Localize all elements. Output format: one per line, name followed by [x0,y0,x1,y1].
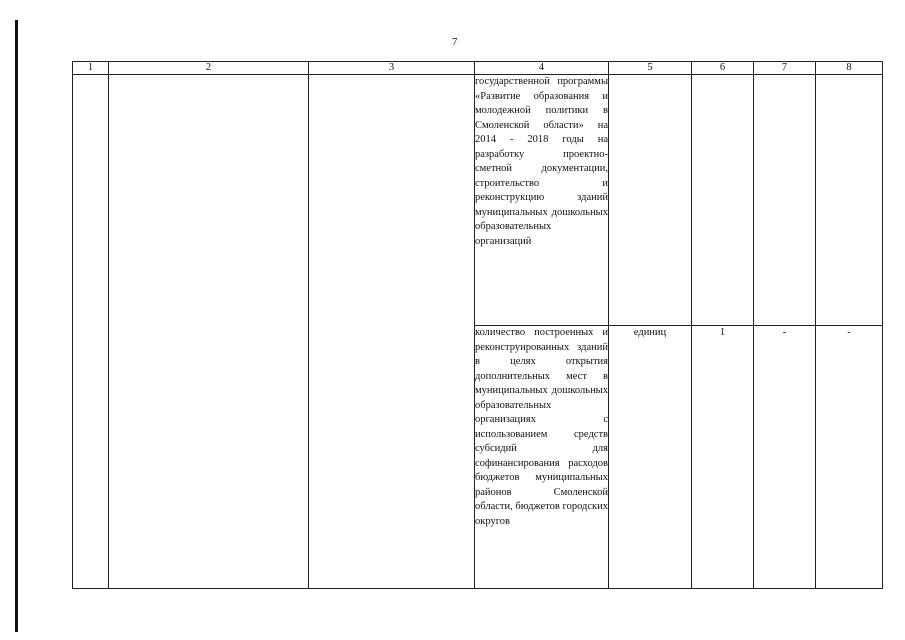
indicator-text: государственной программы «Развитие образования и молодежной политики в Смоленской области» на 2014 - 2018 годы на разработку проектно-сметной документации, строительство и реконструкцию зданий муниципальных дошкольных образовательных организаций [475,75,609,326]
binding-line [15,20,18,632]
value-cell-col-8 [816,75,883,326]
value-cell-col-7: - [754,326,816,589]
cell-col-2 [109,75,309,589]
indicator-text: количество построенных и реконструированных зданий в целях открытия дополнительных мест в муниципальных дошкольных образовательных организациях с использованием средств субсидий для софинансирования расходов бюджетов муниципальных районов Смоленской области, бюджетов городских округов [475,326,609,589]
value-cell-col-6 [692,75,754,326]
cell-col-1 [73,75,109,589]
header-col-8: 8 [816,62,883,75]
unit-cell: единиц [609,326,692,589]
value-cell-col-7 [754,75,816,326]
header-col-7: 7 [754,62,816,75]
data-table [72,61,883,589]
table-row [73,75,883,326]
value-cell-col-8: - [816,326,883,589]
header-col-3: 3 [309,62,475,75]
header-col-1: 1 [73,62,109,75]
header-col-6: 6 [692,62,754,75]
unit-cell [609,75,692,326]
page-number: 7 [452,36,458,48]
header-col-2: 2 [109,62,309,75]
cell-col-3 [309,75,475,589]
header-row [73,62,883,75]
header-col-4: 4 [475,62,609,75]
value-cell-col-6: 1 [692,326,754,589]
header-col-5: 5 [609,62,692,75]
